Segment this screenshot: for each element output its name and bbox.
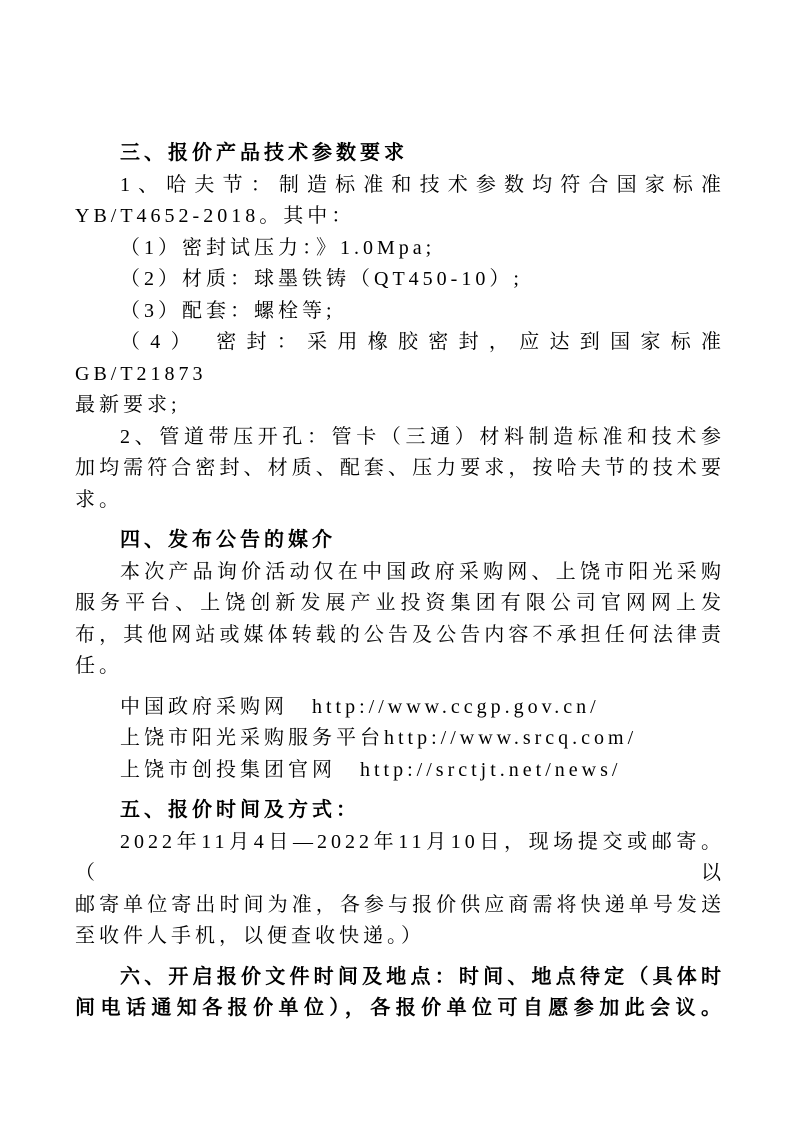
spec-line-seal-2: 最新要求;: [75, 394, 181, 416]
para-time-line2: 邮寄单位寄出时间为准，各参与报价供应商需将快递单号发送: [75, 893, 725, 916]
para-time-line1: 2022年11月4日—2022年11月10日，现场提交或邮寄。（以: [75, 830, 725, 884]
heading-section-four: 四、发布公告的媒介: [120, 529, 336, 551]
para-item1-line2: YB/T4652-2018。其中：: [75, 205, 356, 227]
heading-section-five: 五、报价时间及方式：: [120, 799, 360, 821]
spec-line-accessories: （3）配套：螺栓等;: [120, 299, 336, 322]
spec-line-seal-1: （4） 密封：采用橡胶密封，应达到国家标准GB/T21873: [75, 331, 725, 385]
heading-section-six-line2: 间电话通知各报价单位），各报价单位可自愿参加此会议。: [75, 997, 725, 1019]
heading-section-six-line1: 六、开启报价文件时间及地点：时间、地点待定（具体时: [120, 965, 725, 988]
heading-section-three: 三、报价产品技术参数要求: [120, 142, 408, 164]
para-item1-line1: 1、哈夫节：制造标准和技术参数均符合国家标准: [120, 173, 725, 196]
media-url-srcq: 上饶市阳光采购服务平台http://www.srcq.com/: [120, 727, 638, 749]
para-item2-line3: 求。: [75, 488, 123, 511]
spec-line-material: （2）材质：球墨铁铸（QT450-10）;: [120, 268, 523, 290]
para-time-line3: 至收件人手机，以便查收快递。）: [75, 925, 425, 947]
para-item2-line1: 2、管道带压开孔：管卡（三通）材料制造标准和技术参: [120, 425, 725, 448]
para-media-line1: 本次产品询价活动仅在中国政府采购网、上饶市阳光采购: [120, 560, 725, 583]
spec-line-pressure: （1）密封试压力：》1.0Mpa;: [120, 236, 436, 259]
para-media-line4: 任。: [75, 655, 123, 677]
para-media-line3: 布，其他网站或媒体转载的公告及公告内容不承担任何法律责: [75, 623, 725, 646]
media-url-srctjt: 上饶市创投集团官网 http://srctjt.net/news/: [120, 758, 622, 781]
para-item2-line2: 加均需符合密封、材质、配套、压力要求，按哈夫节的技术要: [75, 457, 725, 479]
media-url-ccgp: 中国政府采购网 http://www.ccgp.gov.cn/: [120, 695, 600, 718]
para-media-line2: 服务平台、上饶创新发展产业投资集团有限公司官网网上发: [75, 592, 725, 614]
